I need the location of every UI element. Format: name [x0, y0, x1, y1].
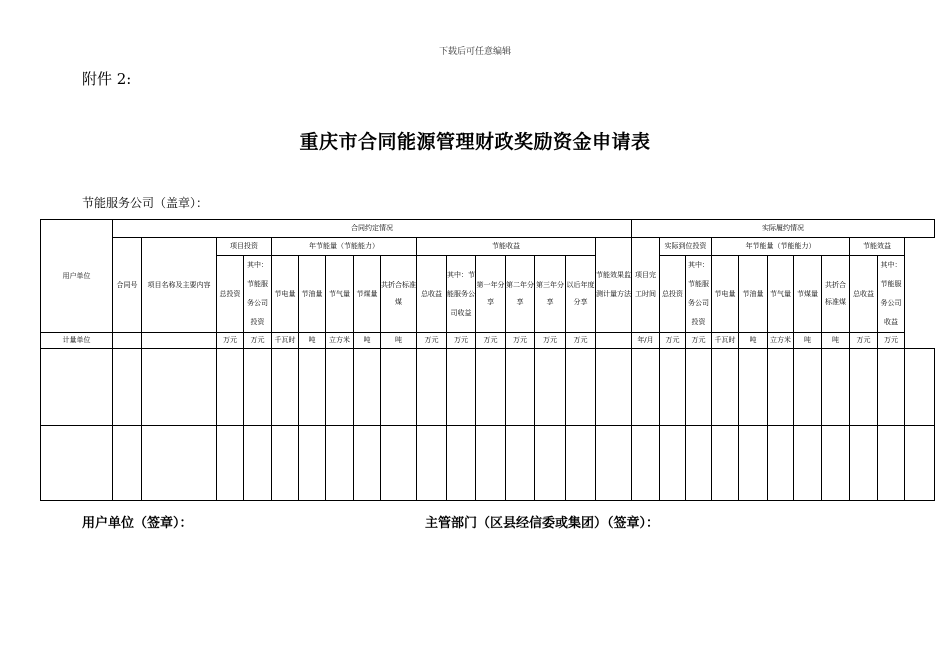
- table-cell[interactable]: [905, 426, 935, 501]
- later-years-share-header: 以后年度分享: [566, 256, 596, 333]
- actual-gas-header: 节气量: [768, 256, 794, 333]
- unit-cell: 年/月: [632, 333, 660, 349]
- table-cell[interactable]: [244, 426, 272, 501]
- unit-cell: [142, 333, 217, 349]
- table-cell[interactable]: [272, 426, 299, 501]
- unit-cell: 吨: [822, 333, 850, 349]
- table-cell[interactable]: [878, 426, 905, 501]
- table-cell[interactable]: [535, 349, 566, 426]
- unit-cell: 立方米: [326, 333, 354, 349]
- year1-share-header: 第一年分享: [476, 256, 506, 333]
- table-cell[interactable]: [596, 349, 632, 426]
- table-cell[interactable]: [142, 349, 217, 426]
- actual-saving-benefit-header: 节能效益: [850, 238, 905, 256]
- application-table: [40, 219, 935, 501]
- contract-section-header: 合同约定情况: [113, 220, 632, 238]
- actual-standard-coal-header: 共折合标准煤: [822, 256, 850, 333]
- table-cell[interactable]: [905, 349, 935, 426]
- unit-cell: 万元: [850, 333, 878, 349]
- contract-no-header: 合同号: [113, 238, 142, 333]
- table-cell[interactable]: [476, 349, 506, 426]
- unit-cell: 万元: [660, 333, 686, 349]
- table-cell[interactable]: [822, 349, 850, 426]
- table-cell[interactable]: [244, 349, 272, 426]
- table-cell[interactable]: [878, 349, 905, 426]
- table-cell[interactable]: [739, 349, 768, 426]
- table-cell[interactable]: [850, 349, 878, 426]
- table-cell[interactable]: [535, 426, 566, 501]
- unit-cell: 吨: [354, 333, 381, 349]
- actual-coal-header: 节煤量: [794, 256, 822, 333]
- table-cell[interactable]: [712, 349, 739, 426]
- saving-effect-method-header: 节能效果监测计量方法: [596, 238, 632, 333]
- table-cell[interactable]: [417, 349, 447, 426]
- table-cell[interactable]: [142, 426, 217, 501]
- of-which-investment-header: 其中：节能服务公司投资: [244, 256, 272, 333]
- table-cell[interactable]: [299, 349, 326, 426]
- page-title: 重庆市合同能源管理财政奖励资金申请表: [299, 131, 651, 153]
- table-cell[interactable]: [596, 426, 632, 501]
- completion-time-header: 项目完工时间: [632, 238, 660, 333]
- unit-cell: 万元: [476, 333, 506, 349]
- table-cell[interactable]: [272, 349, 299, 426]
- unit-cell: 万元: [506, 333, 535, 349]
- electricity-header: 节电量: [272, 256, 299, 333]
- table-cell[interactable]: [566, 426, 596, 501]
- attachment-label: 附件 2:: [82, 70, 132, 88]
- actual-investment-header: 实际到位投资: [660, 238, 712, 256]
- table-cell[interactable]: [506, 349, 535, 426]
- unit-row-label: 计量单位: [41, 333, 113, 349]
- unit-cell: 立方米: [768, 333, 794, 349]
- table-cell[interactable]: [381, 426, 417, 501]
- table-cell[interactable]: [632, 349, 660, 426]
- unit-cell: [596, 333, 632, 349]
- table-cell[interactable]: [113, 349, 142, 426]
- actual-electricity-header: 节电量: [712, 256, 739, 333]
- coal-header: 节煤量: [354, 256, 381, 333]
- table-cell[interactable]: [299, 426, 326, 501]
- table-cell[interactable]: [660, 426, 686, 501]
- standard-coal-header: 共折合标准煤: [381, 256, 417, 333]
- table-cell[interactable]: [686, 426, 712, 501]
- table-cell[interactable]: [686, 349, 712, 426]
- actual-annual-saving-header: 年节能量（节能能力）: [712, 238, 850, 256]
- unit-cell: 万元: [686, 333, 712, 349]
- table-cell[interactable]: [712, 426, 739, 501]
- unit-cell: 万元: [417, 333, 447, 349]
- annual-saving-header: 年节能量（节能能力）: [272, 238, 417, 256]
- saving-income-header: 节能收益: [417, 238, 596, 256]
- unit-cell: 万元: [217, 333, 244, 349]
- table-cell[interactable]: [632, 426, 660, 501]
- unit-cell: 万元: [566, 333, 596, 349]
- project-investment-header: 项目投资: [217, 238, 272, 256]
- total-investment-header: 总投资: [217, 256, 244, 333]
- unit-cell: 吨: [299, 333, 326, 349]
- table-row: [41, 349, 935, 426]
- actual-total-investment-header: 总投资: [660, 256, 686, 333]
- unit-cell: 吨: [381, 333, 417, 349]
- header-note: 下载后可任意编辑: [438, 47, 511, 57]
- table-cell[interactable]: [768, 426, 794, 501]
- table-cell[interactable]: [506, 426, 535, 501]
- unit-cell: 万元: [447, 333, 476, 349]
- table-cell[interactable]: [447, 349, 476, 426]
- table-cell[interactable]: [566, 349, 596, 426]
- table-cell[interactable]: [217, 426, 244, 501]
- table-cell[interactable]: [41, 426, 113, 501]
- unit-cell: 千瓦时: [712, 333, 739, 349]
- of-which-benefit-header: 其中：节能服务公司收益: [878, 256, 905, 333]
- actual-section-header: 实际履约情况: [632, 220, 935, 238]
- table-cell[interactable]: [739, 426, 768, 501]
- year2-share-header: 第二年分享: [506, 256, 535, 333]
- table-cell[interactable]: [794, 349, 822, 426]
- table-row: [41, 426, 935, 501]
- dept-signature-label: 主管部门（区县经信委或集团）（签章）：: [425, 516, 660, 531]
- project-name-header: 项目名称及主要内容: [142, 238, 217, 333]
- table-cell[interactable]: [113, 426, 142, 501]
- table-cell[interactable]: [354, 426, 381, 501]
- unit-cell: 千瓦时: [272, 333, 299, 349]
- user-signature-label: 用户单位（签章）：: [82, 516, 193, 531]
- table-cell[interactable]: [476, 426, 506, 501]
- table-cell[interactable]: [660, 349, 686, 426]
- table-cell[interactable]: [217, 349, 244, 426]
- total-income-header: 总收益: [417, 256, 447, 333]
- actual-of-which-investment-header: 其中：节能服务公司投资: [686, 256, 712, 333]
- unit-cell: 万元: [878, 333, 905, 349]
- of-which-income-header: 其中：节能服务公司收益: [447, 256, 476, 333]
- table-cell[interactable]: [768, 349, 794, 426]
- table-cell[interactable]: [381, 349, 417, 426]
- unit-cell: 吨: [794, 333, 822, 349]
- unit-cell: 吨: [739, 333, 768, 349]
- table-cell[interactable]: [326, 426, 354, 501]
- year3-share-header: 第三年分享: [535, 256, 566, 333]
- oil-header: 节油量: [299, 256, 326, 333]
- actual-oil-header: 节油量: [739, 256, 768, 333]
- unit-cell: [113, 333, 142, 349]
- table-cell[interactable]: [417, 426, 447, 501]
- table-cell[interactable]: [447, 426, 476, 501]
- table-cell[interactable]: [354, 349, 381, 426]
- unit-cell: 万元: [244, 333, 272, 349]
- table-cell[interactable]: [822, 426, 850, 501]
- table-cell[interactable]: [41, 349, 113, 426]
- table-cell[interactable]: [326, 349, 354, 426]
- unit-cell: 万元: [535, 333, 566, 349]
- total-benefit-header: 总收益: [850, 256, 878, 333]
- gas-header: 节气量: [326, 256, 354, 333]
- table-cell[interactable]: [794, 426, 822, 501]
- user-unit-header: 用户单位: [41, 220, 113, 333]
- company-seal-label: 节能服务公司（盖章）：: [82, 196, 209, 210]
- table-cell[interactable]: [850, 426, 878, 501]
